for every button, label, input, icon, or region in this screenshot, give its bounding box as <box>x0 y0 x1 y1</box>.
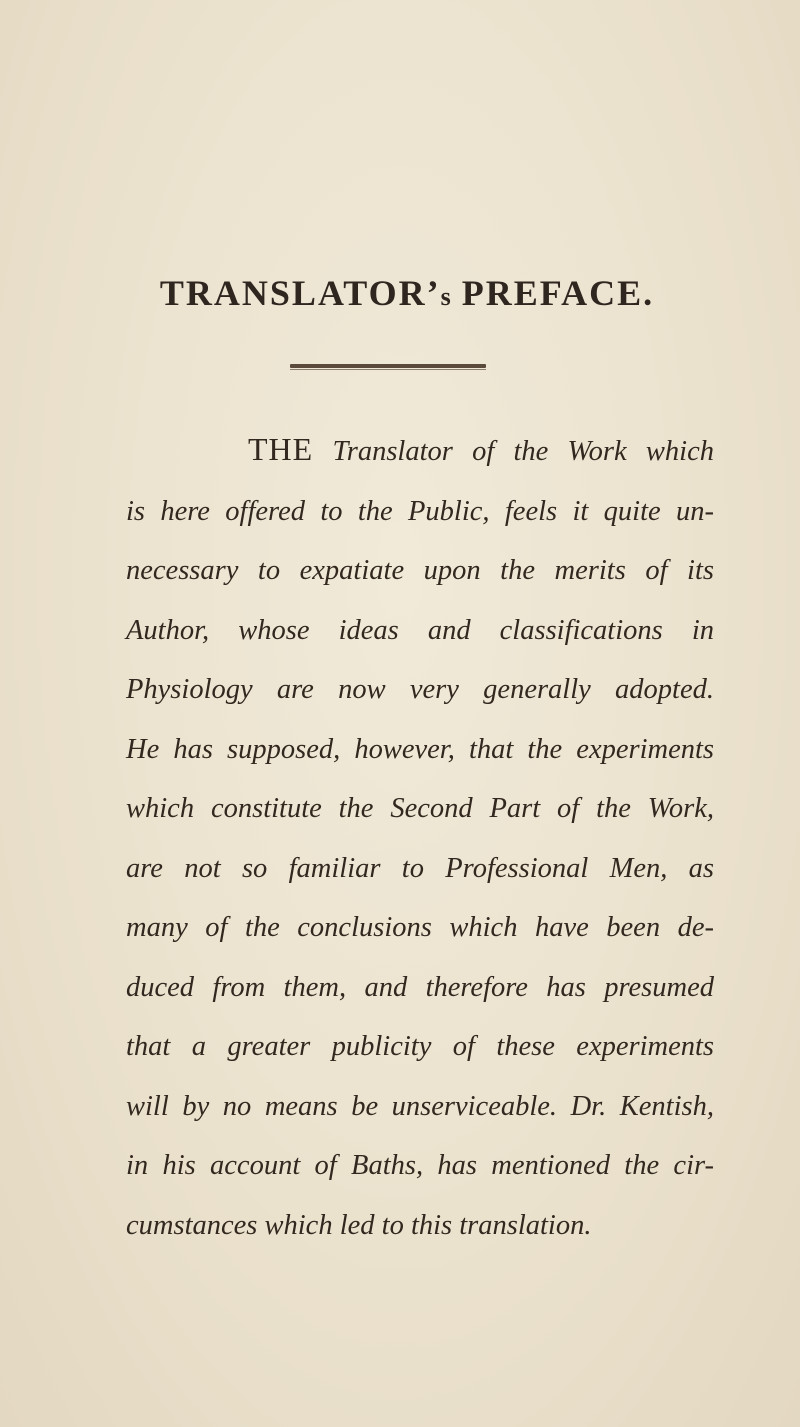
preface-paragraph <box>126 420 714 1255</box>
line-1-text: Translator of the Work which <box>313 436 714 467</box>
title-possessive-s: s <box>440 282 451 311</box>
paragraph-line-11: that a greater publicity of these experiments <box>126 1031 714 1062</box>
paragraph-line-3: necessary to expatiate upon the merits of its <box>126 555 714 586</box>
title-rest: PREFACE. <box>450 273 655 313</box>
title-main: TRANSLATOR’ <box>159 273 441 313</box>
title-rule-divider <box>290 364 486 368</box>
paragraph-line-9: many of the conclusions which have been de- <box>126 912 714 943</box>
paragraph-line-12: will by no means be unserviceable. Dr. Kentish, <box>126 1090 714 1122</box>
preface-title <box>0 272 800 314</box>
paragraph-line-8: are not so familiar to Professional Men, as <box>126 852 714 884</box>
opening-word: THE <box>248 431 314 467</box>
paragraph-line-1 <box>126 420 714 482</box>
paragraph-line-13: in his account of Baths, has mentioned the cir- <box>126 1150 714 1181</box>
paragraph-line-4: Author, whose ideas and classifications in <box>126 614 714 646</box>
paragraph-line-5: Physiology are now very generally adopted. <box>126 674 714 705</box>
paragraph-line-7: which constitute the Second Part of the Work, <box>126 793 714 824</box>
paragraph-line-14: cumstances which led to this translation. <box>126 1209 592 1241</box>
paragraph-line-2: is here offered to the Public, feels it quite un- <box>126 495 714 527</box>
paragraph-line-10: duced from them, and therefore has presumed <box>126 971 714 1003</box>
paragraph-line-6: He has supposed, however, that the experiments <box>126 733 714 765</box>
